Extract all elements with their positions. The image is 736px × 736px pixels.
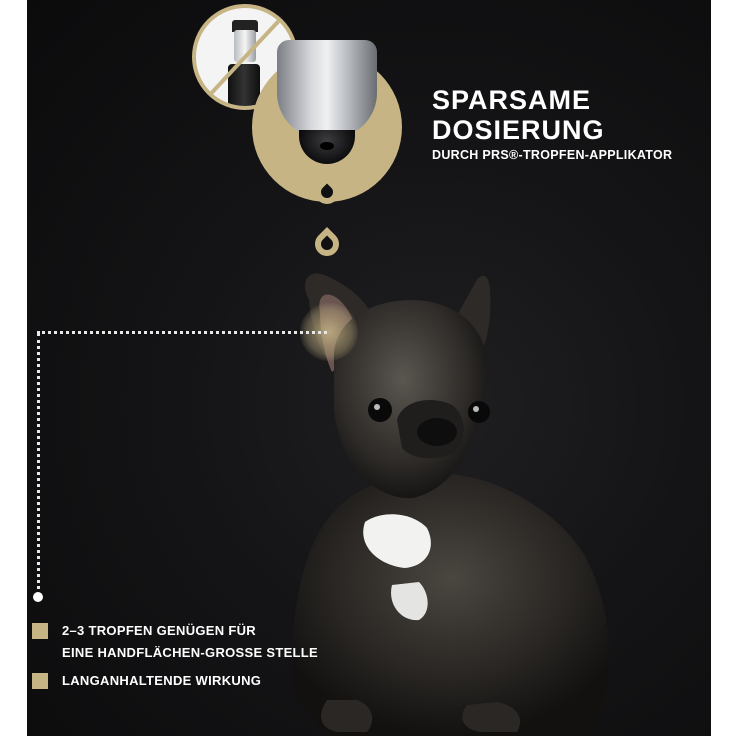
gold-square-icon xyxy=(32,673,48,689)
headline-line-1: SPARSAME xyxy=(432,85,592,115)
headline-line-2: DOSIERUNG xyxy=(432,115,605,145)
feature-text: LANGANHALTENDE WIRKUNG xyxy=(62,673,262,688)
leader-endpoint-dot xyxy=(33,592,43,602)
applicator-subline: DURCH PRS®-TROPFEN-APPLIKATOR xyxy=(432,148,673,162)
feature-item-duration xyxy=(32,670,318,692)
feature-text: EINE HANDFLÄCHEN-GROSSE STELLE xyxy=(62,645,319,660)
applicator-opening xyxy=(320,142,334,150)
feature-item-dosage xyxy=(32,620,318,664)
dotted-leader-vertical xyxy=(37,333,40,596)
feature-list xyxy=(32,620,318,698)
dropper-applicator-icon xyxy=(277,40,377,138)
gold-square-icon xyxy=(32,623,48,639)
feature-text: 2–3 TROPFEN GENÜGEN FÜR xyxy=(62,623,256,638)
drop-highlight xyxy=(319,184,336,201)
headline xyxy=(432,85,605,145)
drop-highlight xyxy=(319,236,336,253)
dotted-leader-horizontal xyxy=(37,331,327,334)
product-panel xyxy=(27,0,711,736)
